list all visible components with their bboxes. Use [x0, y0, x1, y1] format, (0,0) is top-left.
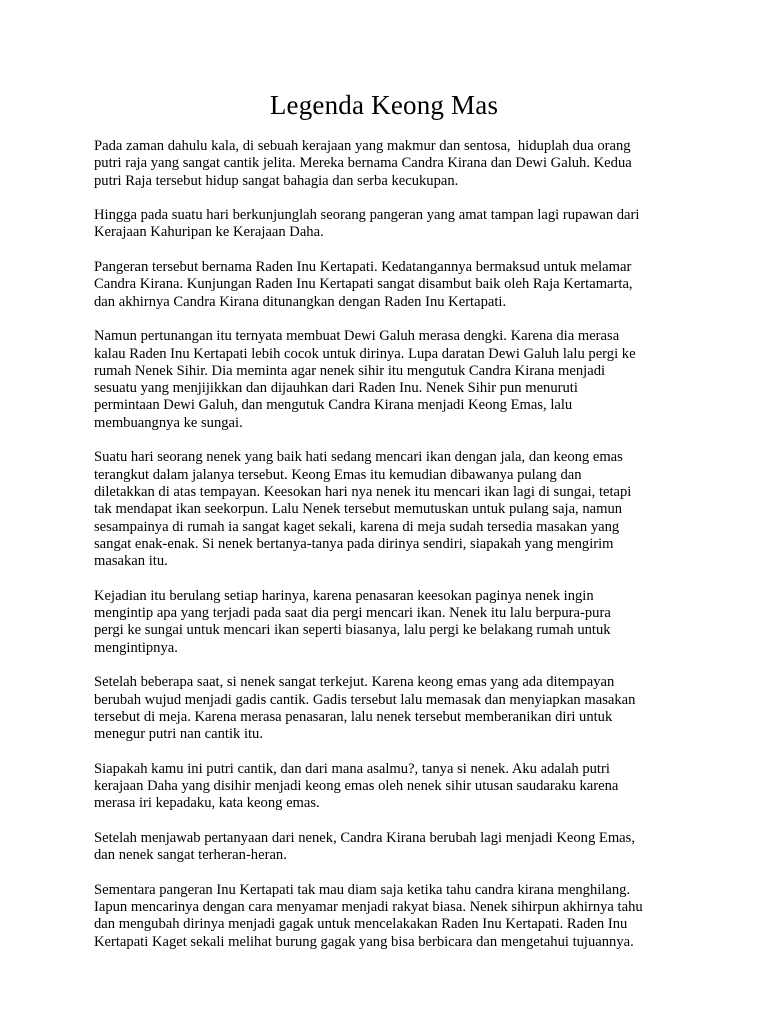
story-paragraph [94, 328, 684, 432]
paragraph-line: Namun pertunangan itu ternyata membuat Dewi Galuh merasa dengki. Karena dia merasa [94, 328, 620, 345]
paragraph-line: Kejadian itu berulang setiap harinya, karena penasaran keesokan paginya nenek ingin [94, 587, 594, 604]
paragraph-line: pergi ke sungai untuk mencari ikan seperti biasanya, lalu pergi ke belakang rumah untuk [94, 622, 611, 639]
paragraph-line: menegur putri nan cantik itu. [94, 726, 263, 743]
paragraph-line: Kertapati Kaget sekali melihat burung gagak yang bisa berbicara dan mengetahui tujuannya. [94, 933, 634, 950]
paragraph-line: masakan itu. [94, 553, 168, 570]
paragraph-line: Hingga pada suatu hari berkunjunglah seorang pangeran yang amat tampan lagi rupawan dari [94, 207, 640, 224]
page-title: Legenda Keong Mas [269, 90, 499, 120]
paragraph-line: tersebut di meja. Karena merasa penasaran, lalu nenek tersebut memberanikan diri untuk [94, 708, 613, 725]
paragraph-line: sesuatu yang menjijikkan dan dijauhkan dari Raden Inu. Nenek Sihir pun menuruti [94, 380, 578, 397]
paragraph-line: permintaan Dewi Galuh, dan mengutuk Candra Kirana menjadi Keong Emas, lalu [94, 397, 573, 414]
paragraph-line: Iapun mencarinya dengan cara menyamar menjadi rakyat biasa. Nenek sihirpun akhirnya tahu [94, 899, 643, 916]
paragraph-line: diletakkan di atas tempayan. Keesokan hari nya nenek itu mencari ikan lagi di sungai, tetapi [94, 483, 632, 500]
paragraph-line: membuangnya ke sungai. [94, 414, 243, 431]
paragraph-line: putri Raja tersebut hidup sangat bahagia dan serba kecukupan. [94, 172, 459, 189]
paragraph-line: putri raja yang sangat cantik jelita. Mereka bernama Candra Kirana dan Dewi Galuh. Kedua [94, 155, 632, 172]
paragraph-line: Pangeran tersebut bernama Raden Inu Kertapati. Kedatangannya bermaksud untuk melamar [94, 259, 632, 276]
story-paragraph [94, 882, 684, 951]
story-body [94, 138, 684, 968]
paragraph-line: dan akhirnya Candra Kirana ditunangkan dengan Raden Inu Kertapati. [94, 293, 507, 310]
story-paragraph [94, 449, 684, 570]
paragraph-line: merasa iri kepadaku, kata keong emas. [94, 795, 320, 812]
paragraph-line: sesampainya di rumah ia sangat kaget sekali, karena di meja sudah tersedia masakan yang [94, 518, 620, 535]
paragraph-line: Candra Kirana. Kunjungan Raden Inu Kertapati sangat disambut baik oleh Raja Kertamarta, [94, 276, 633, 293]
paragraph-line: rumah Nenek Sihir. Dia meminta agar nenek sihir itu mengutuk Candra Kirana menjadi [94, 362, 606, 379]
paragraph-line: Setelah beberapa saat, si nenek sangat terkejut. Karena keong emas yang ada ditempayan [94, 674, 615, 691]
story-paragraph [94, 674, 684, 743]
story-paragraph [94, 207, 684, 242]
paragraph-line: berubah wujud menjadi gadis cantik. Gadis tersebut lalu memasak dan menyiapkan masakan [94, 691, 636, 708]
paragraph-line: kalau Raden Inu Kertapati lebih cocok untuk dirinya. Lupa daratan Dewi Galuh lalu pergi ke [94, 345, 636, 362]
story-paragraph [94, 761, 684, 813]
story-paragraph [94, 138, 684, 190]
story-paragraph [94, 259, 684, 311]
paragraph-line: Setelah menjawab pertanyaan dari nenek, Candra Kirana berubah lagi menjadi Keong Emas, [94, 829, 635, 846]
story-paragraph [94, 830, 684, 865]
paragraph-line: tak mendapat ikan seekorpun. Lalu Nenek tersebut memutuskan untuk pulang saja, namun [94, 501, 623, 518]
paragraph-line: Siapakah kamu ini putri cantik, dan dari mana asalmu?, tanya si nenek. Aku adalah putri [94, 760, 610, 777]
paragraph-line: terangkut dalam jalanya tersebut. Keong Emas itu kemudian dibawanya pulang dan [94, 466, 582, 483]
paragraph-line: mengintip apa yang terjadi pada saat dia pergi mencari ikan. Nenek itu lalu berpura-pura [94, 605, 611, 622]
paragraph-line: kerajaan Daha yang disihir menjadi keong emas oleh nenek sihir utusan saudaraku karena [94, 777, 619, 794]
paragraph-line: dan mengubah dirinya menjadi gagak untuk mencelakakan Raden Inu Kertapati. Raden Inu [94, 916, 628, 933]
paragraph-line: Kerajaan Kahuripan ke Kerajaan Daha. [94, 224, 324, 241]
paragraph-line: sangat enak-enak. Si nenek bertanya-tanya pada dirinya sendiri, siapakah yang mengirim [94, 535, 614, 552]
story-paragraph [94, 588, 684, 657]
paragraph-line: Sementara pangeran Inu Kertapati tak mau diam saja ketika tahu candra kirana menghilang. [94, 881, 631, 898]
paragraph-line: Suatu hari seorang nenek yang baik hati sedang mencari ikan dengan jala, dan keong emas [94, 449, 623, 466]
paragraph-line: Pada zaman dahulu kala, di sebuah kerajaan yang makmur dan sentosa, hiduplah dua orang [94, 138, 631, 154]
paragraph-line: mengintipnya. [94, 639, 178, 656]
paragraph-line: dan nenek sangat terheran-heran. [94, 847, 287, 864]
